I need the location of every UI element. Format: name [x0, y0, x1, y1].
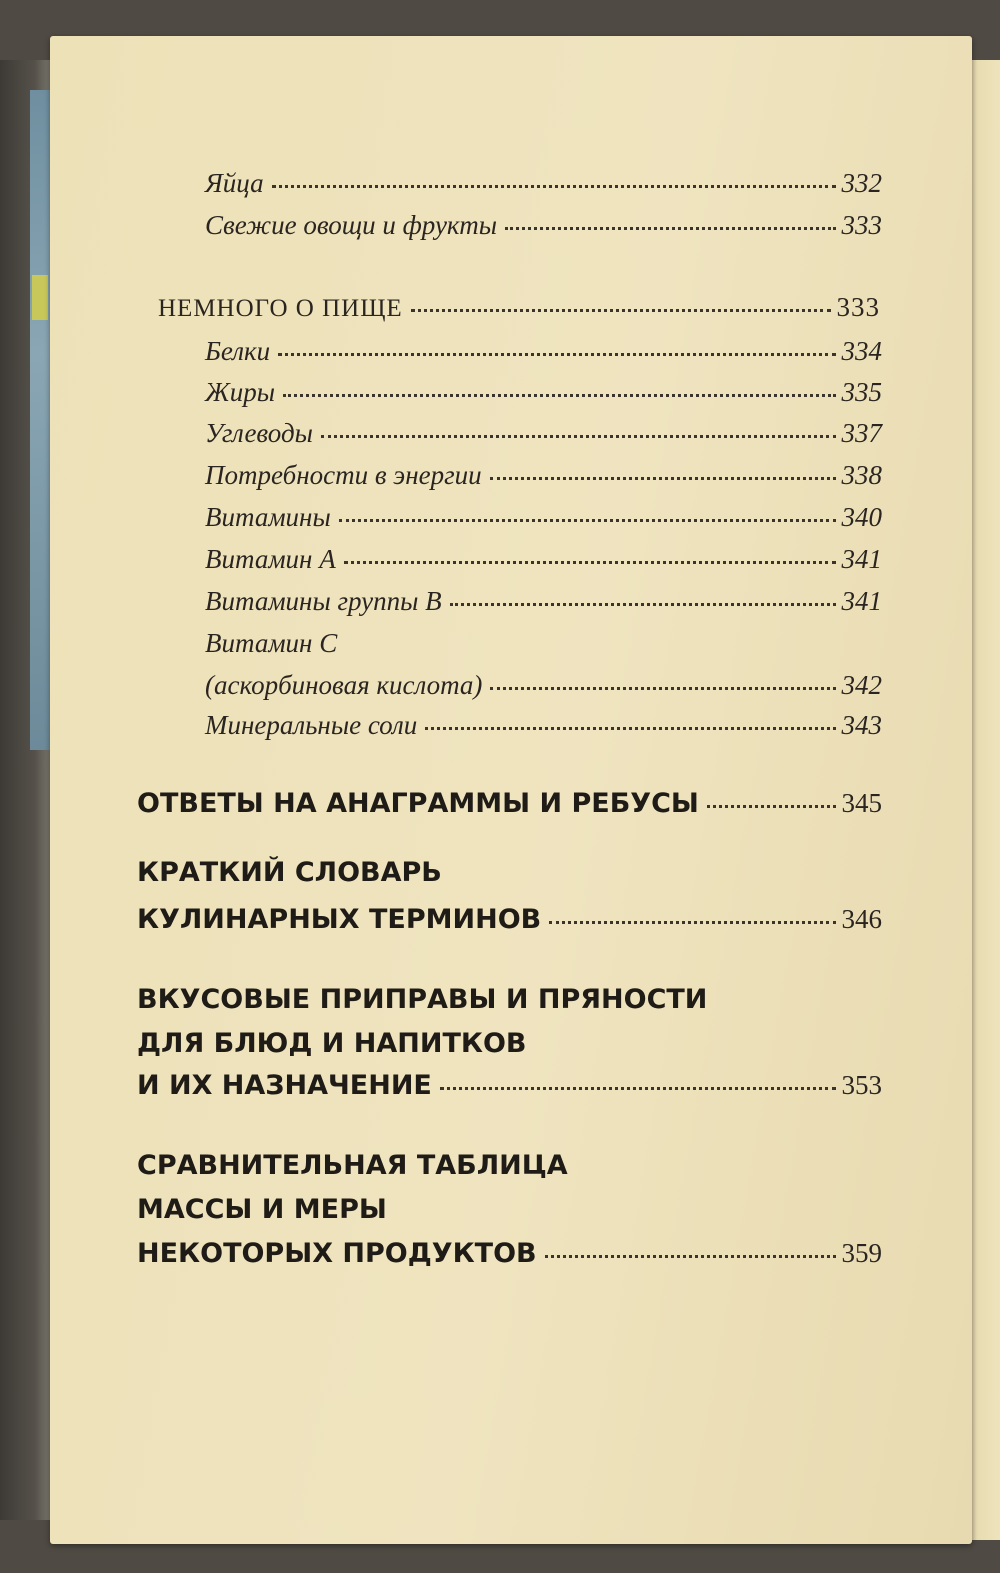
toc-entry-vitamins-b: [205, 586, 882, 617]
toc-entry-eggs: [205, 168, 882, 199]
toc-page-number: 337: [841, 418, 882, 448]
toc-heading-dictionary-line1: КРАТКИЙ СЛОВАРЬ: [137, 857, 442, 888]
toc-page-number: 333: [836, 292, 880, 322]
toc-page-number: 340: [841, 502, 882, 532]
toc-page-number: 335: [841, 377, 882, 407]
toc-page-number: 341: [841, 544, 882, 574]
cover-mark: [32, 275, 48, 320]
cover-edge: [30, 90, 52, 750]
toc-entry-label: Жиры: [205, 377, 276, 407]
toc-entry-vitamin-c-line1: Витамин С: [205, 628, 338, 658]
toc-page-number: 342: [841, 670, 882, 700]
leader-dots: [411, 308, 831, 312]
toc-page-number: 359: [841, 1238, 882, 1268]
toc-heading-spices-line1: ВКУСОВЫЕ ПРИПРАВЫ И ПРЯНОСТИ: [137, 984, 708, 1015]
toc-entry-answers: [137, 788, 882, 819]
toc-heading-table-line1: СРАВНИТЕЛЬНАЯ ТАБЛИЦА: [137, 1150, 568, 1181]
toc-heading-label: ОТВЕТЫ НА АНАГРАММЫ И РЕБУСЫ: [137, 788, 699, 819]
toc-page-number: 353: [841, 1070, 882, 1100]
toc-entry-spices: [137, 1070, 882, 1101]
table-of-contents: [50, 36, 972, 1544]
toc-entry-carbohydrates: [205, 418, 882, 449]
toc-entry-label: Витамины группы В: [205, 586, 442, 616]
toc-page-number: 345: [841, 788, 882, 818]
toc-entry-label: Минеральные соли: [205, 710, 418, 740]
toc-heading-label: И ИХ НАЗНАЧЕНИЕ: [137, 1070, 432, 1101]
leader-dots: [549, 920, 835, 924]
toc-entry-fresh-vegetables: [205, 210, 882, 241]
toc-entry-vitamin-a: [205, 544, 882, 575]
leader-dots: [505, 226, 836, 230]
book-page: [50, 36, 972, 1544]
toc-entry-energy-needs: [205, 460, 882, 491]
leader-dots: [440, 1086, 836, 1090]
toc-heading-table-line2: МАССЫ И МЕРЫ: [137, 1194, 387, 1225]
toc-page-number: 333: [841, 210, 882, 240]
toc-entry-label: Потребности в энергии: [205, 460, 482, 490]
toc-heading-spices-line2: ДЛЯ БЛЮД И НАПИТКОВ: [137, 1028, 527, 1059]
toc-section-label: НЕМНОГО О ПИЩЕ: [158, 295, 403, 322]
toc-page-number: 338: [841, 460, 882, 490]
toc-heading-label: НЕКОТОРЫХ ПРОДУКТОВ: [137, 1238, 537, 1269]
toc-page-number: 334: [841, 336, 882, 366]
toc-section-food: [158, 292, 880, 323]
toc-entry-table: [137, 1238, 882, 1269]
toc-entry-label: Витамин А: [205, 544, 336, 574]
toc-page-number: 341: [841, 586, 882, 616]
toc-entry-label: Свежие овощи и фрукты: [205, 210, 497, 240]
toc-entry-label: Белки: [205, 336, 271, 366]
toc-heading-label: КУЛИНАРНЫХ ТЕРМИНОВ: [137, 904, 542, 935]
toc-page-number: 346: [841, 904, 882, 934]
leader-dots: [278, 352, 835, 356]
toc-entry-label: Яйца: [205, 168, 264, 198]
toc-entry-label: (аскорбиновая кислота): [205, 670, 483, 700]
toc-entry-dictionary: [137, 904, 882, 935]
leader-dots: [490, 476, 836, 480]
toc-entry-label: Углеводы: [205, 418, 313, 448]
leader-dots: [425, 726, 835, 730]
toc-entry-proteins: [205, 336, 882, 367]
toc-page-number: 343: [841, 710, 882, 740]
leader-dots: [707, 804, 836, 808]
leader-dots: [283, 393, 835, 397]
leader-dots: [490, 686, 835, 690]
toc-entry-minerals: [205, 710, 882, 741]
toc-entry-label: Витамины: [205, 502, 331, 532]
toc-page-number: 332: [841, 168, 882, 198]
leader-dots: [344, 560, 836, 564]
leader-dots: [545, 1254, 836, 1258]
leader-dots: [272, 184, 836, 188]
leader-dots: [450, 602, 836, 606]
toc-entry-fats: [205, 377, 882, 408]
leader-dots: [339, 518, 836, 522]
leader-dots: [321, 434, 836, 438]
toc-entry-vitamin-c: [205, 670, 882, 701]
toc-entry-vitamins: [205, 502, 882, 533]
